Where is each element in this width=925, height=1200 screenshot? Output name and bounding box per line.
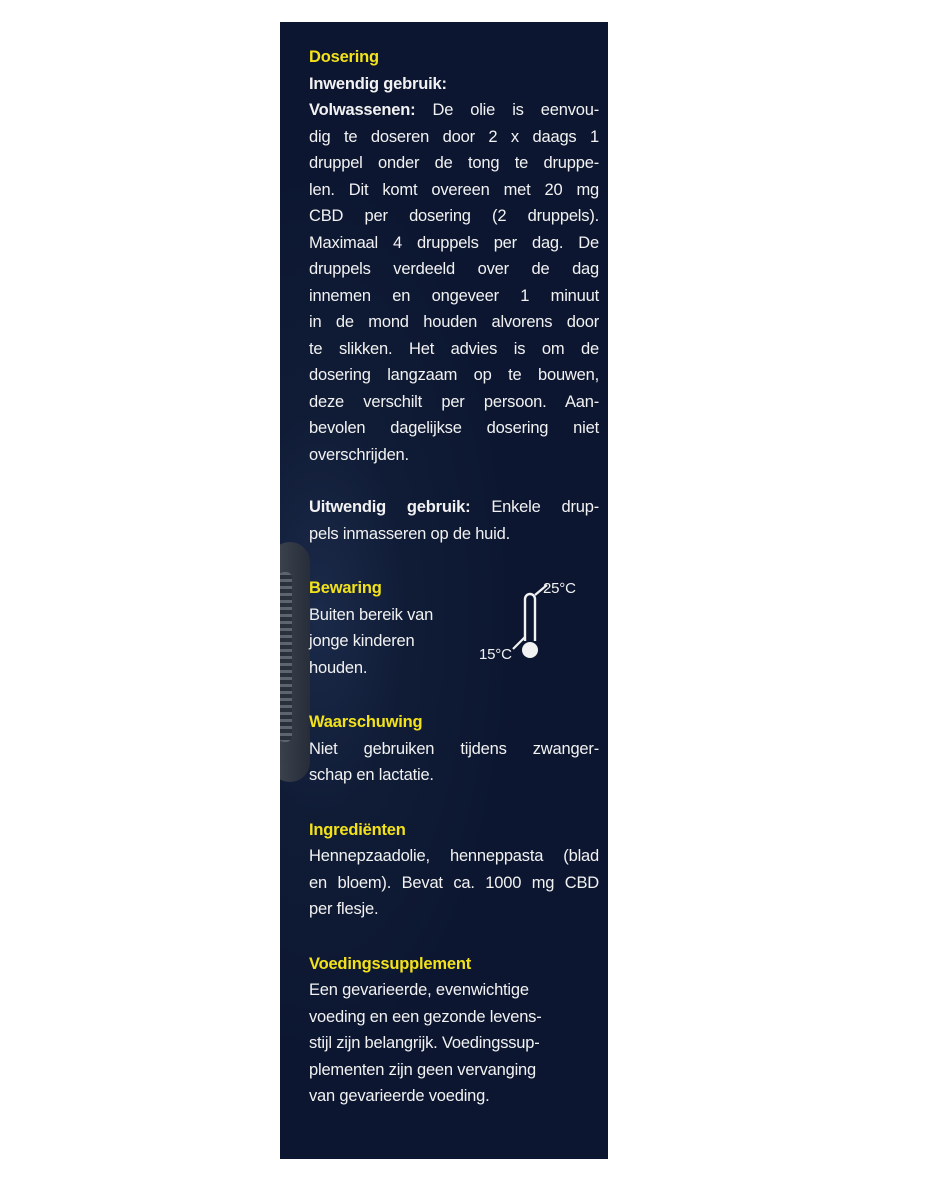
supplement-line: van gevarieerde voeding. xyxy=(309,1087,490,1105)
bewaring-heading: Bewaring xyxy=(309,579,382,597)
ingredienten-heading: Ingrediënten xyxy=(309,820,406,839)
waarschuwing-heading: Waarschuwing xyxy=(309,713,423,731)
dosering-line: in de mond houden alvorens door xyxy=(309,313,599,331)
dosering-line: druppel onder de tong te druppe- xyxy=(309,154,599,172)
bewaring-line: houden. xyxy=(309,658,368,677)
bewaring-line: Buiten bereik van xyxy=(309,605,434,624)
external-use-label: Uitwendig gebruik: xyxy=(309,498,471,516)
dosering-line: te slikken. Het advies is om de xyxy=(309,339,599,358)
dosering-line: len. Dit komt overeen met 20 mg xyxy=(309,180,599,199)
dosering-line: dosering langzaam op te bouwen, xyxy=(309,366,599,384)
dosering-line: druppels verdeeld over de dag xyxy=(309,260,599,278)
ingredienten-line: en bloem). Bevat ca. 1000 mg CBD xyxy=(309,873,599,892)
ingredienten-line: per flesje. xyxy=(309,900,379,918)
dosering-line: dig te doseren door 2 x daags 1 xyxy=(309,127,599,146)
dosering-line: CBD per dosering (2 druppels). xyxy=(309,207,599,225)
internal-use-subheading: Inwendig gebruik: xyxy=(309,74,447,93)
dosering-line: deze verschilt per persoon. Aan- xyxy=(309,392,599,411)
bottle-edge-image xyxy=(280,542,310,782)
temp-min-label: 15°C xyxy=(479,646,512,663)
dosering-line: bevolen dagelijkse dosering niet xyxy=(309,419,599,437)
waarschuwing-line: Niet gebruiken tijdens zwanger- xyxy=(309,739,599,758)
supplement-heading: Voedingssupplement xyxy=(309,954,472,973)
adults-label: Volwassenen: xyxy=(309,101,416,119)
temp-max-label: 25°C xyxy=(543,580,576,597)
ingredienten-line: Hennepzaadolie, henneppasta (blad xyxy=(309,847,599,865)
dosering-line: innemen en ongeveer 1 minuut xyxy=(309,286,599,305)
supplement-line: Een gevarieerde, evenwichtige xyxy=(309,981,529,999)
storage-section xyxy=(309,575,599,681)
waarschuwing-line: schap en lactatie. xyxy=(309,766,434,784)
supplement-line: plementen zijn geen vervanging xyxy=(309,1060,536,1079)
supplement-line: stijl zijn belangrijk. Voedingssup- xyxy=(309,1034,540,1052)
dosering-heading: Dosering xyxy=(309,48,379,66)
dosering-line: Volwassenen: De olie is eenvou- xyxy=(309,101,599,119)
label-text xyxy=(309,44,599,1110)
external-use-line: pels inmasseren op de huid. xyxy=(309,524,510,543)
thermometer-icon xyxy=(477,579,587,674)
external-use-line: Uitwendig gebruik: Enkele drup- xyxy=(309,498,599,516)
dosering-line: overschrijden. xyxy=(309,445,409,464)
product-label-panel xyxy=(280,22,608,1159)
bewaring-line: jonge kinderen xyxy=(309,632,415,650)
dosering-line: Maximaal 4 druppels per dag. De xyxy=(309,233,599,252)
supplement-line: voeding en een gezonde levens- xyxy=(309,1007,542,1026)
